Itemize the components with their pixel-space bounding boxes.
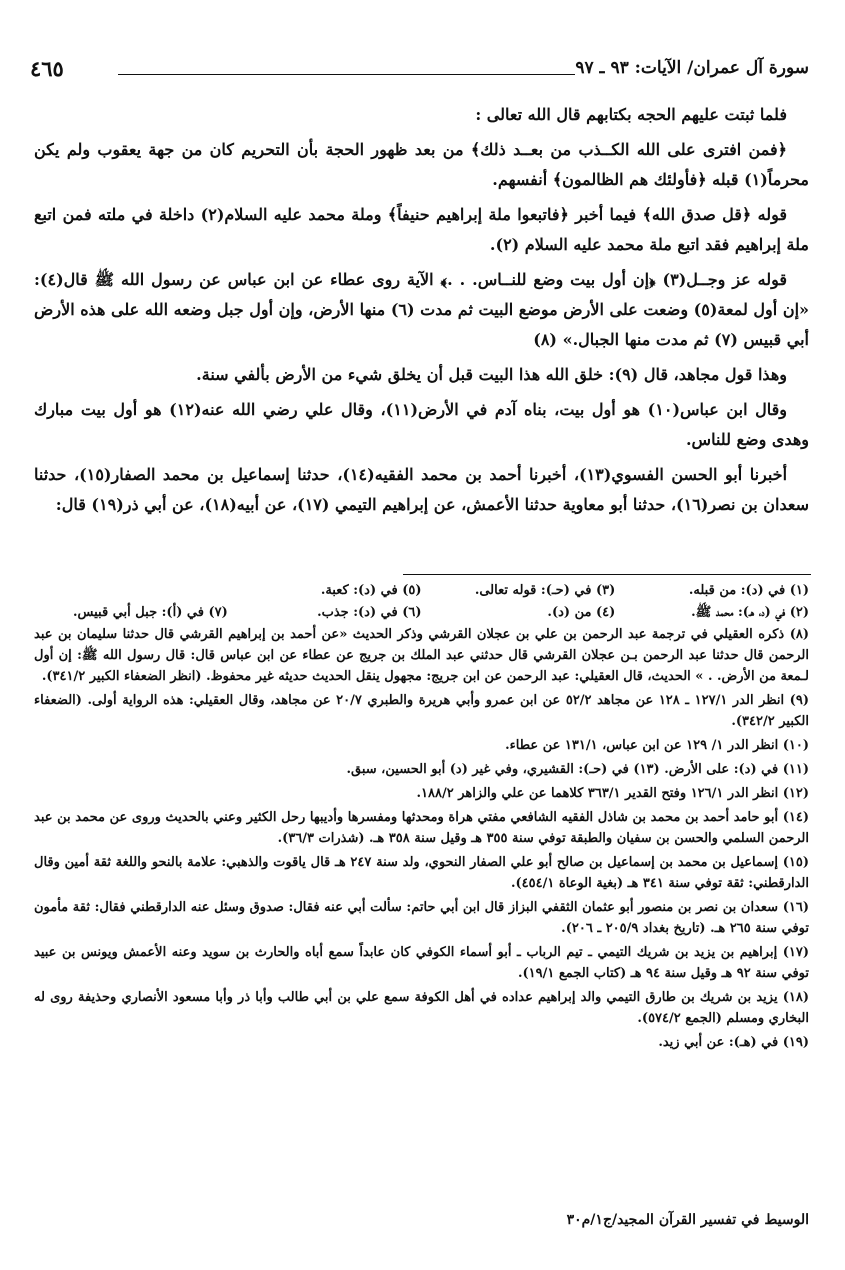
footnote: (٩) انظر الدر ١٢٧/١ ـ ١٢٨ عن مجاهد ٥٢/٢ عن ابن عمرو وأبي هريرة والطبري ٢٠/٧ عن مجاهد، وقال العقيلي: هذه الرواية أولى. (الضعفاء الكبير ٣٤٢/٢). [34, 693, 809, 729]
footnote: (١٨) يزيد بن شريك بن طارق التيمي والد إبراهيم عداده في أهل الكوفة سمع علي بن أبي طالب وأبا ذر وأبا مسعود الأنصاري وحذيفة روى له البخاري ومسلم (الجمع ٥٧٤/٢). [34, 990, 809, 1026]
footnote: (١٠) انظر الدر ١/ ١٢٩ عن ابن عباس، ١٣١/١ عن عطاء. [505, 738, 809, 753]
footnote: (١١) في (د): على الأرض. (١٣) في (حـ): القشيري، وفي غير (د) أبو الحسين، سبق. [346, 762, 809, 777]
paragraph: فلما ثبتت عليهم الحجه بكتابهم قال الله تعالى : [475, 105, 787, 124]
footnote: (١٧) إبراهيم بن يزيد بن شريك التيمي ـ تيم الرباب ـ أبو أسماء الكوفي كان عابداً سمع أباه والحارث بن سويد وعنه الأعمش ويونس بن عبيد توفي سنة ٩٢ هـ وقيل سنة ٩٤ هـ (كتاب الجمع ١٩/١). [34, 945, 809, 981]
footnote: (١) في (د): من قبله. [688, 583, 809, 598]
footnote: (٤) من (د). [547, 605, 616, 620]
page-footer: الوسيط في تفسير القرآن المجيد/ج١/م٣٠ [566, 1212, 809, 1228]
paragraph: ﴿فمن افترى على الله الكــذب من بعــد ذلك﴾ من بعد ظهور الحجة بأن التحريم كان من جهة يعقوب ولم يكن محرماً(١) قبله ﴿فأولئك هم الظالمون﴾ أنفسهم. [34, 140, 809, 189]
paragraph: قوله ﴿قل صدق الله﴾ فيما أخبر ﴿فاتبعوا ملة إبراهيم حنيفاً﴾ وملة محمد عليه السلام(٢) داخلة في ملته فمن اتبع ملة إبراهيم فقد اتبع ملة محمد عليه السلام (٢). [34, 205, 809, 254]
footnote: (٨) ذكره العقيلي في ترجمة عبد الرحمن بن علي بن عجلان القرشي وذكر الحديث «عن أحمد بن إبراهيم القرشي قال حدثنا سليمان بن عبد الرحمن قال حدثنا عبد الرحمن بـن عجلان القرشي قال حدثني عبد الملك بن جريج عن عطاء عن ابن عباس قال: قال رسول الله ﷺ: إن أول لـمعة من الأرض. . » الحديث، قال العقيلي: عبد الرحمن عن ابن جريج: مجهول ينقل الحديث حديثه غير محفوظ. (انظر الضعفاء الكبير ٣٤١/٢). [34, 627, 809, 684]
footnote-divider [403, 574, 811, 575]
footnote: (٧) في (أ): جبل أبي قبيس. [73, 605, 228, 620]
header-rule [118, 74, 575, 75]
footnote: (٥) في (د): كعبة. [320, 583, 422, 598]
footnotes [34, 580, 809, 1056]
footnote-row [34, 580, 809, 601]
paragraph: أخبرنا أبو الحسن الفسوي(١٣)، أخبرنا أحمد بن محمد الفقيه(١٤)، حدثنا إسماعيل بن محمد الصفار(١٥)، حدثنا سعدان بن نصر(١٦)، حدثنا أبو معاوية حدثنا الأعمش، عن إبراهيم التيمي (١٧)، عن أبيه(١٨)، عن أبي ذر(١٩) قال: [34, 465, 809, 514]
main-text [34, 100, 809, 525]
footnote: (٢) في (د، هـ): محمد ﷺ. [691, 605, 809, 620]
surah-label: سورة آل عمران/ الآيات: ٩٣ ـ ٩٧ [575, 58, 809, 78]
paragraph: وهذا قول مجاهد، قال (٩): خلق الله هذا البيت قبل أن يخلق شيء من الأرض بألفي سنة. [196, 365, 787, 384]
footnote-row [34, 602, 809, 623]
page-header [30, 58, 815, 86]
footnote: (١٢) انظر الدر ١٢٦/١ وفتح القدير ٣٦٣/١ كلاهما عن علي والزاهر ١٨٨/٢. [416, 786, 809, 801]
paragraph: قوله عز وجــل(٣) ﴿إن أول بيت وضع للنــاس. . .﴾ الآية روى عطاء عن ابن عباس عن رسول الله ﷺ قال(٤): «إن أول لمعة(٥) وضعت على الأرض موضع البيت ثم مدت (٦) منها الأرض، وإن أول جبل وضعه الله على هذه الأرض أبي قبيس (٧) ثم مدت منها الجبال.» (٨) [34, 270, 810, 349]
footnote: (٦) في (د): جذب. [317, 605, 422, 620]
footnote: (١٦) سعدان بن نصر بن منصور أبو عثمان الثقفي البزاز قال ابن أبي حاتم: سألت أبي عنه فقال: صدوق وسئل عنه الدارقطني فقال: ثقة مأمون توفي سنة ٢٦٥ هـ. (تاريخ بغداد ٢٠٥/٩ ـ ٢٠٦). [34, 900, 809, 936]
footnote: (١٤) أبو حامد أحمد بن محمد بن شاذل الفقيه الشافعي مفتي هراة ومحدثها ومفسرها وأديبها رحل الكثير وعني بالحديث وروى عن محمد بن عبد الرحمن السلمي والحسن بن سفيان والطبقة توفي سنة ٣٥٥ هـ وقيل سنة ٣٥٨ هـ. (شذرات ٣٦/٣). [34, 810, 809, 846]
footnote [34, 580, 228, 601]
paragraph: وقال ابن عباس(١٠) هو أول بيت، بناه آدم في الأرض(١١)، وقال علي رضي الله عنه(١٢) هو أول بيت مبارك وهدى وضع للناس. [34, 400, 809, 449]
footnote: (١٥) إسماعيل بن محمد بن إسماعيل بن صالح أبو علي الصفار النحوي، ولد سنة ٢٤٧ هـ قال ياقوت والذهبي: علامة بالنحو واللغة ثقة أمين وقال الدارقطني: ثقة توفي سنة ٣٤١ هـ (بغية الوعاة ٤٥٤/١). [34, 855, 809, 891]
footnote: (٣) في (حـ): قوله تعالى. [474, 583, 616, 598]
page-number: ٤٦٥ [30, 56, 64, 81]
footnote: (١٩) في (هـ): عن أبي زيد. [658, 1035, 809, 1050]
